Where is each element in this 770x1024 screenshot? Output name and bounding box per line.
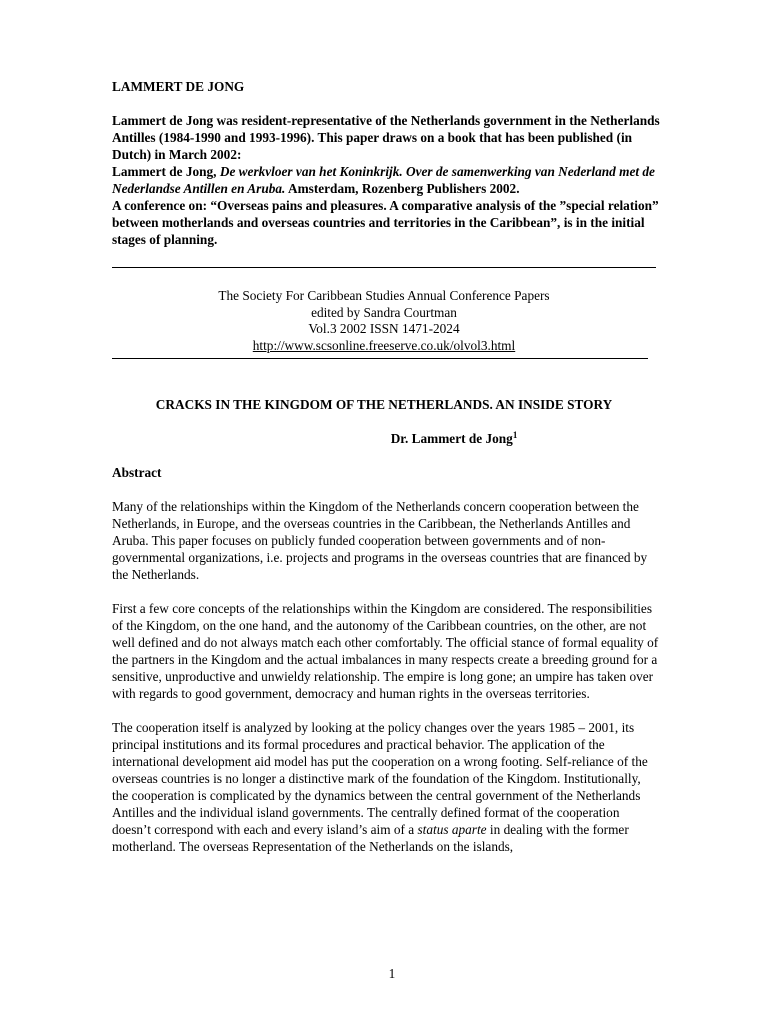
abstract-heading: Abstract xyxy=(112,465,162,480)
footnote-marker[interactable]: 1 xyxy=(512,430,518,440)
page-number: 1 xyxy=(388,966,396,981)
journal-series: The Society For Caribbean Studies Annual Conference Papers xyxy=(218,288,550,303)
byline-author: Dr. Lammert de Jong xyxy=(390,431,513,446)
bio-conference: A conference on: “Overseas pains and pleasures. A comparative analysis of the ”special relation” between motherlands and overseas countries and territories in the Caribbean”, is in the initial stages of planning. xyxy=(112,198,659,247)
bio-citation-publisher: Amsterdam, Rozenberg Publishers 2002. xyxy=(285,181,520,196)
journal-volume: Vol.3 2002 ISSN 1471-2024 xyxy=(308,321,460,336)
article-byline xyxy=(112,430,656,447)
abstract-paragraph-3: The cooperation itself is analyzed by looking at the policy changes over the years 1985 – 2001, its principal institutions and its formal procedures and practical behavior. The application of the international development aid model has put the cooperation on a wrong footing. Self-reliance of the overseas countries is no longer a distinctive mark of the foundation of the Kingdom. Institutionally, the cooperation is complicated by the dynamics between the central government of the Netherlands Antilles and the individual island governments. The centrally defined format of the cooperation doesn’t correspond with each and every island’s aim of a status aparte in dealing with the former motherland. The overseas Representation of the Netherlands on the islands, xyxy=(112,720,648,854)
divider-bottom xyxy=(112,358,648,359)
abstract-paragraph-1: Many of the relationships within the Kingdom of the Netherlands concern cooperation between the Netherlands, in Europe, and the overseas countries in the Caribbean, the Netherlands Antilles and Aruba. This paper focuses on publicly funded cooperation between governments and of non-governmental organizations, i.e. projects and programs in the overseas countries that are financed by the Netherlands. xyxy=(112,499,648,582)
journal-url-link[interactable]: http://www.scsonline.freeserve.co.uk/olvol3.html xyxy=(252,337,516,353)
bio-citation-author: Lammert de Jong, xyxy=(112,164,220,179)
journal-info xyxy=(112,288,656,354)
divider-top xyxy=(112,267,656,268)
abstract-paragraph-2: First a few core concepts of the relationships within the Kingdom are considered. The responsibilities of the Kingdom, on the one hand, and the autonomy of the Caribbean countries, on the other, are not well defined and do not always match each other comfortably. The official stance of formal equality of the partners in the Kingdom and the actual imbalances in many respects create a breeding ground for a sensitive, unproductive and unwieldy relationship. The empire is long gone; an umpire has taken over with regards to good government, democracy and human rights in the overseas territories. xyxy=(112,601,659,701)
author-heading: LAMMERT DE JONG xyxy=(112,79,245,94)
bio-intro: Lammert de Jong was resident-representative of the Netherlands government in the Netherlands Antilles (1984-1990 and 1993-1996). This paper draws on a book that has been published (in Dutch) in March 2002: xyxy=(112,113,660,162)
article-title: CRACKS IN THE KINGDOM OF THE NETHERLANDS. AN INSIDE STORY xyxy=(155,397,613,412)
author-bio xyxy=(112,112,660,248)
journal-editor: edited by Sandra Courtman xyxy=(311,304,457,320)
status-aparte-term: status aparte xyxy=(417,822,487,837)
page-content xyxy=(112,78,660,855)
bio-citation-title: De werkvloer van het Koninkrijk. Over de samenwerking van Nederland met de Nederlandse Antillen en Aruba. xyxy=(112,164,655,196)
